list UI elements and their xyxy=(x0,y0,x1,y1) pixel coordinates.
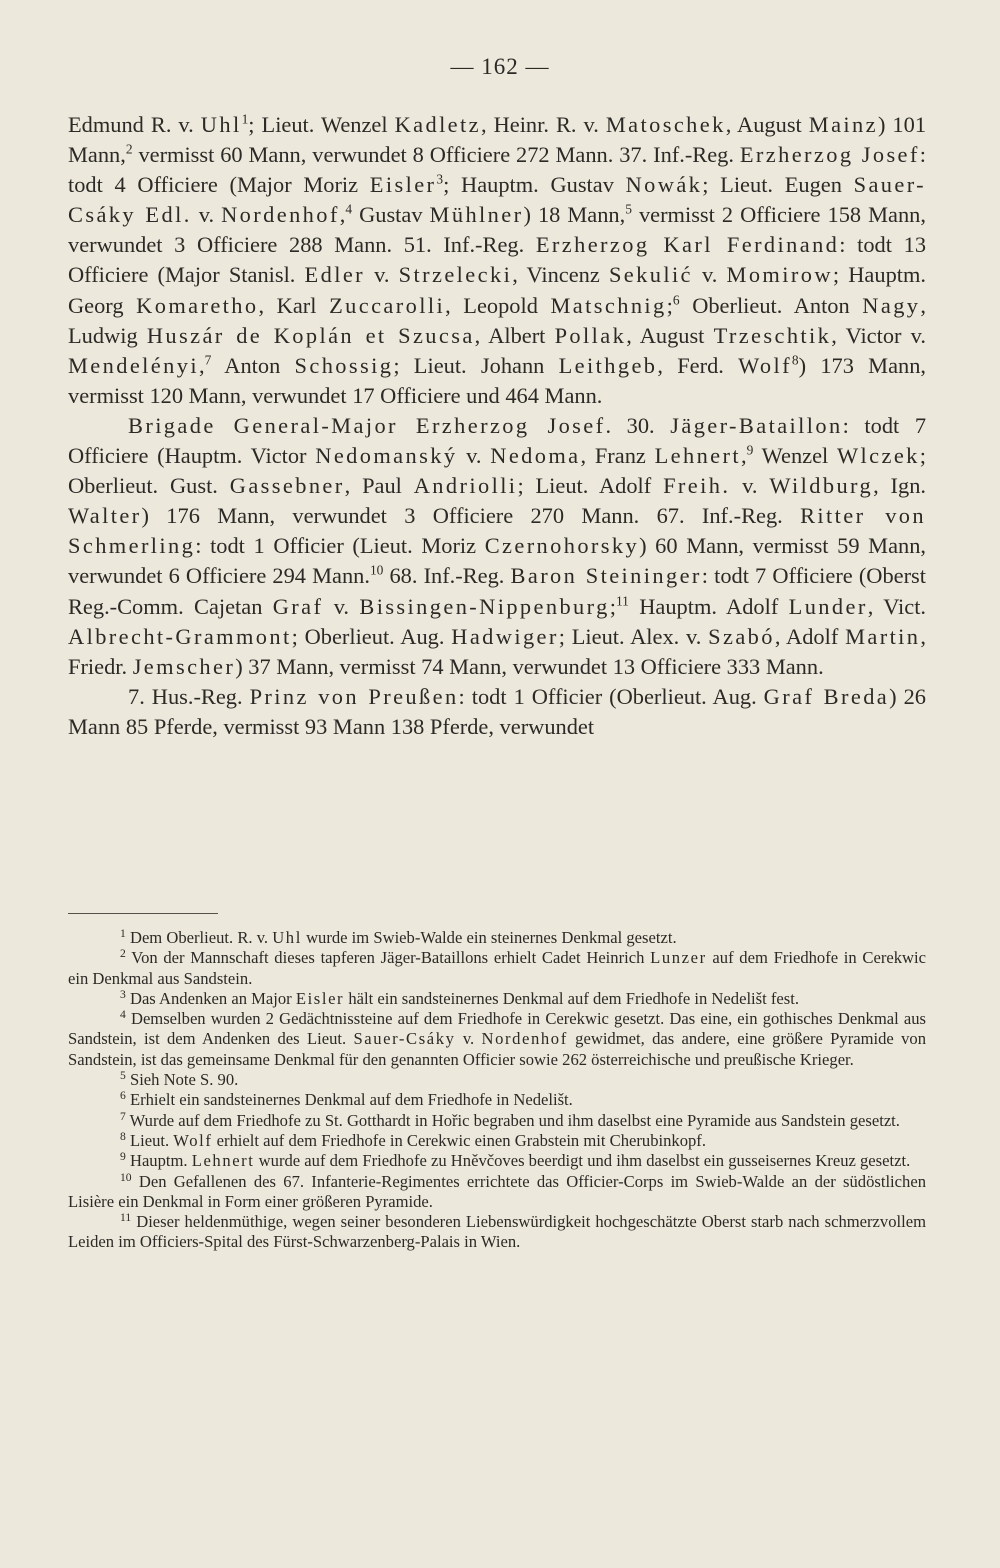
text-run: , Heinr. R. v. xyxy=(480,112,606,137)
spaced-name: Wildburg xyxy=(769,473,874,499)
spaced-name: Czernohorsky xyxy=(484,533,640,559)
footnote-marker: 1 xyxy=(120,927,126,941)
footnote-ref: 2 xyxy=(125,141,133,157)
text-run: vermisst 60 Mann, verwundet 8 Officiere 272 Mann. 37. Inf.-Reg. xyxy=(132,142,740,168)
footnote-text: Erhielt ein sandsteinernes Denkmal auf dem Friedhofe in Nedelišt. xyxy=(125,1090,573,1110)
text-run: : todt 1 Officier (Oberlieut. Aug. xyxy=(458,683,764,709)
spaced-name: Jemscher xyxy=(132,653,236,679)
footnote-11 xyxy=(68,1212,926,1253)
spaced-name: Ritter von Schmerling xyxy=(68,503,926,559)
spaced-name: Zuccarolli xyxy=(329,292,446,318)
spaced-name: Uhl xyxy=(200,112,242,137)
footnote-marker: 3 xyxy=(120,988,126,1002)
text-run: , Victor v. xyxy=(831,322,926,348)
spaced-name: Wolf xyxy=(738,352,792,378)
text-run: , Friedr. xyxy=(68,623,927,679)
text-run: ; xyxy=(666,292,673,318)
text-run: Anton xyxy=(211,352,295,378)
footnote-ref: 11 xyxy=(615,592,629,608)
spaced-name: Lehnert xyxy=(191,1151,255,1171)
footnote-ref: 7 xyxy=(204,352,212,368)
spaced-name: Andriolli xyxy=(413,473,518,499)
text-run: , xyxy=(741,443,747,469)
spaced-name: Schossig xyxy=(294,352,394,378)
spaced-name: Mühlner xyxy=(429,202,524,228)
footnote-10 xyxy=(68,1172,926,1213)
spaced-name: Graf xyxy=(272,593,324,619)
text-run: , xyxy=(198,352,205,378)
text-run: , Ludwig xyxy=(68,292,926,348)
text-run: Wenzel xyxy=(753,443,837,469)
spaced-name: Mainz xyxy=(808,112,878,137)
footnote-text: Wurde auf dem Friedhofe zu St. Gotthardt in Hořic begraben und ihm daselbst eine Pyramide aus Sandstein gesetzt. xyxy=(125,1110,900,1130)
text-run: ; Lieut. Adolf xyxy=(517,473,664,499)
spaced-name: Gassebner xyxy=(229,473,345,499)
footnote-text: Sieh Note S. 90. xyxy=(125,1070,239,1090)
footnote-marker: 10 xyxy=(120,1170,132,1184)
spaced-name: Momirow xyxy=(726,262,833,288)
footnote-7 xyxy=(68,1111,926,1131)
footnote-ref: 6 xyxy=(672,291,680,307)
text-run: . 30. xyxy=(605,412,671,438)
footnote-text: Dem Oberlieut. R. v. xyxy=(125,928,273,947)
spaced-name: Baron Steininger xyxy=(510,563,702,589)
spaced-name: Walter xyxy=(68,503,142,529)
footnote-text: Demselben wurden 2 Gedächtnissteine auf dem Friedhofe in Cerekwic gesetzt. Das eine, ein gothisches Denkmal aus Sandstein, ist dem Andenken des Lieut. xyxy=(68,1009,926,1049)
text-run: : todt 1 Officier (Lieut. Moriz xyxy=(195,533,485,559)
footnote-1 xyxy=(68,928,926,948)
footnote-marker: 9 xyxy=(120,1150,126,1164)
spaced-name: Freih. xyxy=(663,473,731,499)
footnote-marker: 2 xyxy=(120,947,126,961)
footnote-marker: 6 xyxy=(120,1089,126,1103)
spaced-name: Eisler xyxy=(369,172,437,198)
text-run: ) 60 Mann, vermisst 59 Mann, verwundet 6 Officiere 294 Mann. xyxy=(68,533,926,589)
spaced-name: Albrecht-Grammont xyxy=(68,623,292,649)
text-run: ) 37 Mann, vermisst 74 Mann, verwundet 13 Officiere 333 Mann. xyxy=(235,653,824,679)
text-run: , August xyxy=(725,112,809,137)
text-run: 7. Hus.-Reg. xyxy=(128,683,250,709)
spaced-name: Komaretho xyxy=(136,292,259,318)
spaced-name: Martin xyxy=(845,623,921,649)
spaced-name: Lunder xyxy=(788,593,868,619)
footnote-marker: 7 xyxy=(120,1109,126,1123)
text-run: ; Lieut. Johann xyxy=(393,352,559,378)
footnote-text: v. xyxy=(455,1029,482,1049)
spaced-name: Sauer-Csáky Edl. xyxy=(68,172,926,228)
text-run: ; Lieut. Wenzel xyxy=(248,112,395,137)
text-run: ; xyxy=(609,593,616,619)
spaced-name: Mendelényi xyxy=(68,352,199,378)
text-run: v. xyxy=(730,473,770,499)
text-run: Edmund R. v. xyxy=(68,112,201,137)
text-run: ; Hauptm. Georg xyxy=(68,262,926,318)
spaced-name: Nagy xyxy=(862,292,921,318)
footnote-8 xyxy=(68,1131,926,1151)
paragraph-1 xyxy=(68,110,926,411)
text-run: Oberlieut. Anton xyxy=(679,292,863,318)
footnote-text: Das Andenken an Major xyxy=(125,988,296,1008)
text-run: ; Oberlieut. Gust. xyxy=(68,443,926,499)
footnote-text: wurde auf dem Friedhofe zu Hněvčoves beerdigt und ihm daselbst ein gusseisernes Kreuz gesetzt. xyxy=(254,1151,911,1171)
footnote-ref: 8 xyxy=(791,352,799,368)
spaced-name: Graf Breda xyxy=(763,683,890,709)
text-run: v. xyxy=(191,202,222,228)
spaced-name: Wolf xyxy=(173,1130,213,1150)
page-number: — 162 — xyxy=(450,54,550,79)
spaced-name: Trzeschtik xyxy=(713,322,832,348)
footnote-marker: 11 xyxy=(120,1211,132,1225)
spaced-name: Lehnert xyxy=(654,443,741,469)
main-text xyxy=(68,110,926,742)
text-run: ) 176 Mann, verwundet 3 Officiere 270 Mann. 67. Inf.-Reg. xyxy=(141,503,801,529)
footnote-text: hält ein sandsteinernes Denkmal auf dem Friedhofe in Nedelišt fest. xyxy=(344,988,799,1008)
spaced-name: Bissingen-Nippenburg xyxy=(359,593,610,619)
spaced-name: Pollak xyxy=(554,322,627,348)
spaced-name: Lunzer xyxy=(650,948,707,968)
text-run: , Franz xyxy=(580,443,655,469)
text-run: ; Hauptm. Gustav xyxy=(443,172,626,198)
text-run: v. xyxy=(365,262,399,288)
text-run: v. xyxy=(323,593,360,619)
spaced-name: Nedoma xyxy=(490,443,581,469)
text-run: v. xyxy=(692,262,727,288)
text-run: ) 18 Mann, xyxy=(523,202,626,228)
spaced-name: Nordenhof xyxy=(221,202,340,228)
text-run: ) 101 Mann, xyxy=(68,112,927,168)
footnote-5 xyxy=(68,1070,926,1090)
spaced-name: Uhl xyxy=(272,928,302,947)
paragraph-2 xyxy=(68,411,926,682)
footnote-ref: 3 xyxy=(436,171,444,187)
text-run: , Ferd. xyxy=(657,352,739,378)
footnote-text: Dieser heldenmüthige, wegen seiner besonderen Liebenswürdigkeit hochgeschätzte Oberst starb nach schmerzvollem Leiden im Officiers-Spital des Fürst-Schwarzenberg-Palais in Wien. xyxy=(68,1212,926,1252)
spaced-name: Erzherzog Josef xyxy=(739,142,920,168)
text-run: v. xyxy=(457,443,491,469)
text-run: , Albert xyxy=(474,322,555,348)
text-run: : todt 7 Officiere (Oberst Reg.-Comm. Cajetan xyxy=(68,563,926,619)
spaced-name: Erzherzog Karl Ferdinand xyxy=(535,232,840,258)
spaced-name: Matschnig xyxy=(550,292,667,318)
spaced-name: Strzelecki xyxy=(398,262,513,288)
footnote-text: gewidmet, das andere, eine größere Pyramide von Sandstein, ist das gemeinsame Denkmal für den genannten Officier sowie 262 österreichische und preußische Krieger. xyxy=(68,1029,926,1069)
spaced-name: Hadwiger xyxy=(451,623,559,649)
spaced-name: Sauer-Csáky xyxy=(353,1029,456,1049)
spaced-name: Eisler xyxy=(295,988,345,1008)
footnote-marker: 5 xyxy=(120,1069,126,1083)
footnote-text: auf dem Friedhofe in Cerekwic ein Denkmal aus Sandstein. xyxy=(68,948,927,988)
text-run: , Ign. xyxy=(873,473,926,499)
footnote-ref: 4 xyxy=(345,201,353,217)
text-run: vermisst 2 Officiere 158 Mann, verwundet 3 Officiere 288 Mann. 51. Inf.-Reg. xyxy=(68,202,926,258)
footnote-text: wurde im Swieb-Walde ein steinernes Denkmal gesetzt. xyxy=(301,928,677,947)
text-run: ; Lieut. Eugen xyxy=(702,172,854,198)
footnote-ref: 1 xyxy=(241,111,249,127)
text-run: , August xyxy=(626,322,714,348)
spaced-name: Matoschek xyxy=(605,112,726,137)
footnote-divider xyxy=(68,913,218,914)
footnote-text: Den Gefallenen des 67. Infanterie-Regimentes errichtete das Officier-Corps im Swieb-Walde an der südöstlichen Lisière ein Denkmal in Form einer größeren Pyramide. xyxy=(68,1171,926,1211)
footnote-ref: 5 xyxy=(625,201,632,217)
footnote-text: Von der Mannschaft dieses tapferen Jäger-Bataillons erhielt Cadet Heinrich xyxy=(125,948,651,968)
spaced-name: Huszár de Koplán et Szucsa xyxy=(146,322,475,348)
footnote-marker: 8 xyxy=(120,1130,126,1144)
text-run: , Paul xyxy=(344,473,414,499)
footnote-9 xyxy=(68,1151,926,1171)
spaced-name: Prinz von Preußen xyxy=(249,683,459,709)
footnote-text: Hauptm. xyxy=(125,1151,192,1171)
text-run: , Vict. xyxy=(867,593,927,619)
text-run: , Leopold xyxy=(445,292,551,318)
spaced-name: Kadletz xyxy=(394,112,481,137)
footnote-4 xyxy=(68,1009,926,1070)
spaced-name: Nedomanský xyxy=(315,443,458,469)
spaced-name: Sekulić xyxy=(608,262,693,288)
footnote-text: Lieut. xyxy=(125,1130,174,1150)
text-run: : todt 7 Officiere (Hauptm. Victor xyxy=(68,412,927,469)
text-run: ) 173 Mann, vermisst 120 Mann, verwundet 17 Officiere und 464 Mann. xyxy=(68,352,927,408)
text-run: ; Oberlieut. Aug. xyxy=(291,623,452,649)
text-run: : todt 4 Officiere (Major Moriz xyxy=(68,142,926,198)
spaced-name: Nowák xyxy=(625,172,703,198)
paragraph-3 xyxy=(68,682,926,742)
footnote-marker: 4 xyxy=(120,1008,126,1022)
text-run: 68. Inf.-Reg. xyxy=(383,563,511,589)
spaced-name: Brigade General-Major Erzherzog Josef xyxy=(128,412,606,438)
spaced-name: Leithgeb xyxy=(558,352,658,378)
text-run: , xyxy=(339,202,346,228)
text-run: , Adolf xyxy=(774,623,846,649)
text-run: : todt 13 Officiere (Major Stanisl. xyxy=(68,232,927,288)
footnote-2 xyxy=(68,948,926,989)
text-run: , Vincenz xyxy=(512,262,609,288)
text-run: Hauptm. Adolf xyxy=(628,593,789,619)
footnote-ref: 10 xyxy=(369,562,384,578)
spaced-name: Nordenhof xyxy=(481,1029,568,1049)
text-run: ) 26 Mann 85 Pferde, vermisst 93 Mann 138 Pferde, verwundet xyxy=(68,683,926,739)
footnote-text: erhielt auf dem Friedhofe in Cerekwic einen Grabstein mit Cherubinkopf. xyxy=(212,1130,706,1150)
footnotes xyxy=(68,928,926,1253)
spaced-name: Wlczek xyxy=(836,443,920,469)
footnote-6 xyxy=(68,1090,926,1110)
spaced-name: Jäger-Bataillon xyxy=(670,412,843,438)
text-run: ; Lieut. Alex. v. xyxy=(558,623,709,649)
text-run: Gustav xyxy=(352,202,430,228)
footnote-ref: 9 xyxy=(746,442,754,458)
text-run: , Karl xyxy=(258,292,330,318)
spaced-name: Edler xyxy=(304,262,366,288)
footnote-3 xyxy=(68,989,926,1009)
spaced-name: Szabó xyxy=(708,623,775,649)
